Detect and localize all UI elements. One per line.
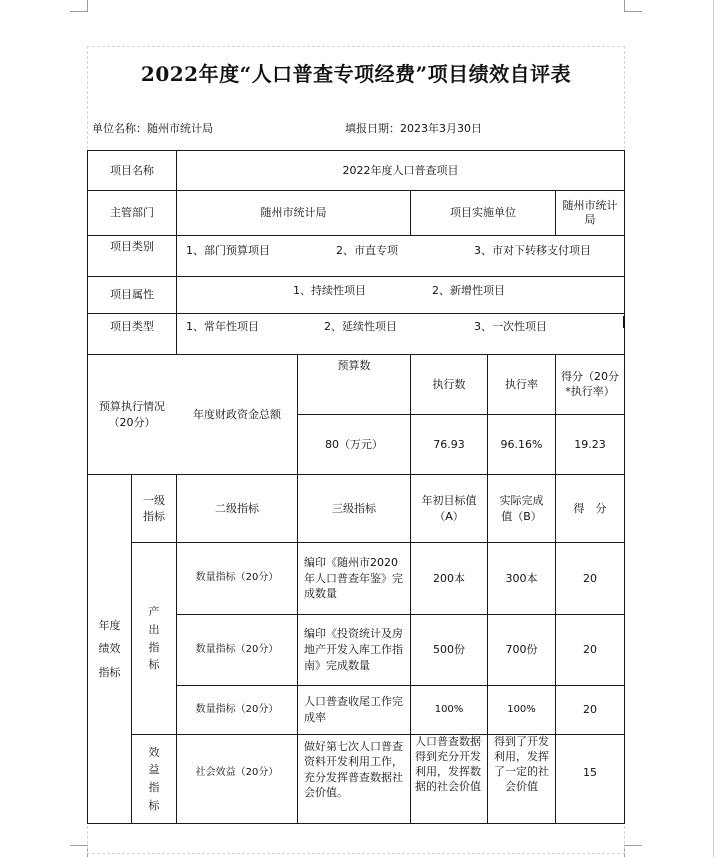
category-option-3: 3、市对下转移支付项目	[474, 244, 591, 257]
crop-mark	[624, 845, 642, 846]
type-option-2: 2、延续性项目	[324, 320, 397, 333]
type-option-3: 3、一次性项目	[474, 320, 547, 333]
level3-header: 三级指标	[332, 501, 376, 515]
attribute-option-2: 2、新增性项目	[432, 284, 505, 298]
text-cursor	[623, 316, 625, 328]
rate-value: 96.16%	[500, 437, 543, 451]
table-row-3-level2: 数量指标（20分）	[195, 703, 279, 715]
category-option-1: 1、部门预算项目	[186, 244, 270, 257]
points-header: 得 分	[573, 501, 607, 515]
budget-exec-label: 预算执行情况（20分）	[99, 399, 165, 429]
type-label: 项目类型	[110, 320, 154, 333]
table-row-2-target: 500份	[433, 643, 465, 657]
table-row-4-level2: 社会效益（20分）	[195, 766, 279, 778]
dept-label: 主管部门	[110, 206, 154, 220]
table-row-1-target: 200本	[433, 571, 465, 585]
table-row-4-target: 人口普查数据得到充分开发利用，发挥数据的社会价值	[415, 735, 481, 793]
table-row-4-score: 15	[583, 766, 597, 780]
table-row-1-level2: 数量指标（20分）	[195, 572, 279, 584]
target-header: 年初目标值（A）	[421, 493, 477, 523]
table-row-2-score: 20	[583, 643, 597, 657]
crop-mark	[70, 11, 88, 12]
budget-total-label: 年度财政资金总额	[193, 407, 281, 421]
crop-mark	[624, 11, 642, 12]
table-row-2-actual: 700份	[505, 643, 538, 657]
table-row-2-level2: 数量指标（20分）	[195, 643, 279, 655]
attribute-option-1: 1、持续性项目	[293, 284, 366, 298]
actual-header: 实际完成值（B）	[499, 493, 544, 523]
table-row-1-score: 20	[583, 571, 597, 585]
document-title: 2022年度“人口普查专项经费”项目绩效自评表	[140, 62, 572, 86]
effect-indicator-label: 效益指标	[148, 745, 160, 812]
dept-value: 随州市统计局	[260, 206, 327, 220]
table-row-1-level3: 编印《随州市2020年人口普查年鉴》完成数量	[304, 555, 403, 601]
page-right-edge	[713, 0, 714, 857]
output-indicator-label: 产出指标	[148, 605, 160, 672]
category-label: 项目类别	[110, 240, 154, 253]
table-row-1-actual: 300本	[505, 571, 538, 585]
project-name-label: 项目名称	[110, 163, 154, 177]
category-option-2: 2、市直专项	[336, 244, 398, 257]
exec-header: 执行数	[432, 377, 466, 391]
attribute-label: 项目属性	[110, 288, 154, 302]
table-row-4-level3: 做好第七次人口普查资料开发利用工作，充分发挥普查数据社会价值。	[304, 740, 403, 800]
exec-value: 76.93	[433, 437, 465, 451]
table-row-2-level3: 编印《投资统计及房地产开发入库工作指南》完成数量	[304, 627, 403, 672]
perf-label: 年度绩效指标	[98, 619, 121, 679]
table-row-3-level3: 人口普查收尾工作完成率	[304, 695, 403, 724]
impl-unit-label: 项目实施单位	[450, 206, 516, 220]
crop-mark	[70, 845, 88, 846]
table-row-3-target: 100%	[434, 703, 464, 715]
level2-header: 二级指标	[215, 501, 259, 515]
score-value: 19.23	[574, 437, 606, 451]
unit-name: 单位名称：随州市统计局	[92, 122, 213, 135]
project-name-value: 2022年度人口普查项目	[342, 163, 459, 177]
level1-header: 一级指标	[143, 493, 165, 523]
budget-header: 预算数	[337, 359, 371, 372]
type-option-1: 1、常年性项目	[186, 320, 259, 333]
table-row-3-score: 20	[583, 703, 597, 717]
table-row-3-actual: 100%	[507, 703, 536, 715]
budget-value: 80（万元）	[325, 437, 383, 451]
score-header: 得分（20分*执行率）	[561, 369, 619, 398]
table-row-4-actual: 得到了开发利用，发挥了一定的社会价值	[494, 735, 549, 793]
report-date: 填报日期：2023年3月30日	[345, 122, 482, 135]
impl-unit-value: 随州市统计局	[562, 198, 618, 226]
rate-header: 执行率	[505, 377, 538, 391]
